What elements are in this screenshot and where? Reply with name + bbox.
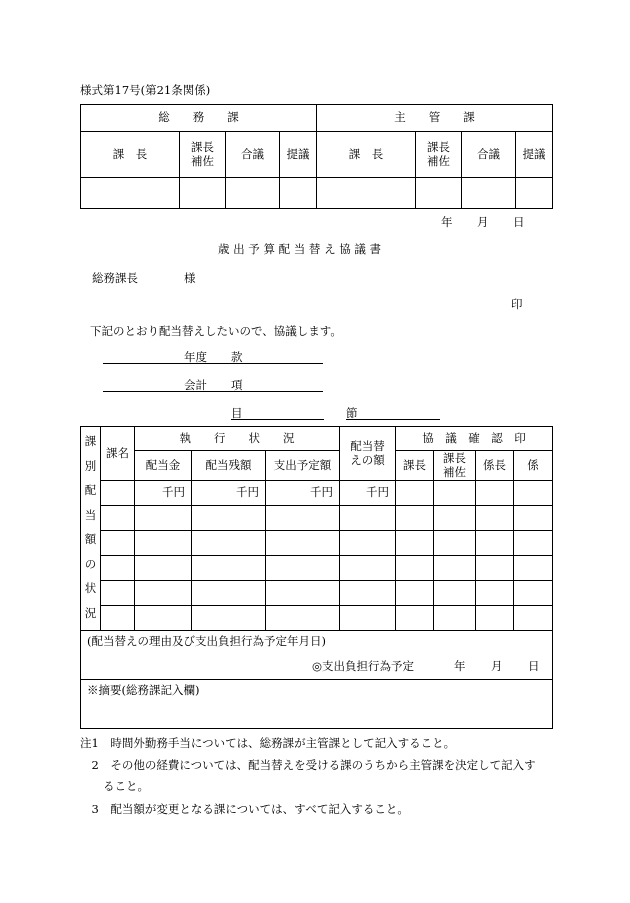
approval-col-hosa: 課長 補佐 bbox=[180, 132, 226, 178]
unit-haitoukin: 千円 bbox=[135, 481, 192, 506]
cell[interactable] bbox=[340, 531, 396, 556]
approval-col-teigi-2: 提議 bbox=[516, 132, 553, 178]
cell[interactable] bbox=[396, 556, 434, 581]
label-setsu: 節 bbox=[346, 406, 358, 420]
cell[interactable] bbox=[192, 506, 266, 531]
addressee-honorific: 様 bbox=[184, 271, 196, 285]
cell[interactable] bbox=[476, 606, 514, 631]
header-hosa: 課長 補佐 bbox=[434, 451, 476, 481]
expected-day: 日 bbox=[528, 659, 540, 673]
header-execution-status: 執 行 状 況 bbox=[135, 427, 340, 451]
header-consultation-seal: 協 議 確 認 印 bbox=[396, 427, 553, 451]
stamp-box[interactable] bbox=[180, 178, 226, 209]
header-shishutsu: 支出予定額 bbox=[266, 451, 340, 481]
cell[interactable] bbox=[434, 606, 476, 631]
cell[interactable] bbox=[101, 531, 135, 556]
cell[interactable] bbox=[514, 581, 553, 606]
expected-year: 年 bbox=[454, 659, 466, 673]
header-kakari: 係 bbox=[514, 451, 553, 481]
approval-col-aigi: 合議 bbox=[226, 132, 280, 178]
cell[interactable] bbox=[101, 556, 135, 581]
summary-label: ※摘要(総務課記入欄) bbox=[87, 683, 200, 697]
cell[interactable] bbox=[340, 506, 396, 531]
stamp-box[interactable] bbox=[462, 178, 516, 209]
cell[interactable] bbox=[434, 581, 476, 606]
table-row bbox=[81, 581, 553, 606]
allocation-table bbox=[80, 426, 553, 729]
form-number: 様式第17号(第21条関係) bbox=[80, 83, 211, 97]
cell[interactable] bbox=[135, 606, 192, 631]
cell[interactable] bbox=[101, 606, 135, 631]
cell[interactable] bbox=[135, 506, 192, 531]
date-month: 月 bbox=[477, 215, 489, 229]
cell-seal[interactable] bbox=[514, 481, 553, 506]
table-row bbox=[81, 606, 553, 631]
cell[interactable] bbox=[476, 556, 514, 581]
header-transfer-amount: 配当替 えの額 bbox=[340, 427, 396, 481]
budget-line-2[interactable] bbox=[103, 391, 323, 392]
note-1: 注1 時間外勤務手当については、総務課が主管課として記入すること。 bbox=[80, 736, 456, 750]
cell-seal[interactable] bbox=[476, 481, 514, 506]
cell[interactable] bbox=[514, 606, 553, 631]
note-3: 3 配当額が変更となる課については、すべて記入すること。 bbox=[80, 802, 409, 816]
cell[interactable] bbox=[476, 531, 514, 556]
addressee-name: 総務課長 bbox=[92, 271, 138, 285]
cell-seal[interactable] bbox=[434, 481, 476, 506]
cell[interactable] bbox=[396, 606, 434, 631]
cell[interactable] bbox=[266, 506, 340, 531]
stamp-box[interactable] bbox=[226, 178, 280, 209]
budget-line-moku[interactable] bbox=[231, 419, 324, 420]
note-2: 2 その他の経費については、配当替えを受ける課のうちから主管課を決定して記入す bbox=[80, 758, 536, 772]
expected-label: ◎支出負担行為予定 bbox=[312, 659, 415, 673]
cell[interactable] bbox=[192, 581, 266, 606]
table-row bbox=[81, 531, 553, 556]
cell[interactable] bbox=[266, 531, 340, 556]
intro-text: 下記のとおり配当替えしたいので、協議します。 bbox=[90, 324, 342, 338]
stamp-box[interactable] bbox=[416, 178, 462, 209]
label-moku: 目 bbox=[231, 406, 243, 420]
unit-zangaku: 千円 bbox=[192, 481, 266, 506]
approval-col-aigi-2: 合議 bbox=[462, 132, 516, 178]
cell[interactable] bbox=[434, 556, 476, 581]
cell-seal[interactable] bbox=[396, 481, 434, 506]
cell[interactable] bbox=[192, 531, 266, 556]
approval-table bbox=[80, 104, 553, 209]
cell[interactable] bbox=[396, 581, 434, 606]
cell[interactable] bbox=[135, 581, 192, 606]
expected-month: 月 bbox=[491, 659, 503, 673]
approval-col-hosa-2: 課長 補佐 bbox=[416, 132, 462, 178]
cell[interactable] bbox=[135, 531, 192, 556]
cell[interactable] bbox=[101, 506, 135, 531]
stamp-box[interactable] bbox=[317, 178, 416, 209]
header-kamei: 課名 bbox=[101, 427, 135, 481]
cell[interactable] bbox=[340, 606, 396, 631]
date-day: 日 bbox=[513, 215, 525, 229]
cell[interactable] bbox=[514, 556, 553, 581]
dept-general-affairs: 総 務 課 bbox=[81, 105, 317, 132]
label-kou: 項 bbox=[231, 378, 243, 392]
cell[interactable] bbox=[340, 581, 396, 606]
cell-kamei[interactable] bbox=[101, 481, 135, 506]
reason-label: (配当替えの理由及び支出負担行為予定年月日) bbox=[87, 634, 326, 648]
cell[interactable] bbox=[514, 506, 553, 531]
seal-mark: 印 bbox=[511, 297, 523, 311]
cell[interactable] bbox=[192, 556, 266, 581]
cell[interactable] bbox=[192, 606, 266, 631]
header-kakarichou: 係長 bbox=[476, 451, 514, 481]
stamp-box[interactable] bbox=[516, 178, 553, 209]
document-title: 歳 出 予 算 配 当 替 え 協 議 書 bbox=[218, 242, 382, 256]
unit-kaegaku: 千円 bbox=[340, 481, 396, 506]
label-kan: 款 bbox=[231, 350, 243, 364]
cell[interactable] bbox=[434, 531, 476, 556]
reason-box[interactable] bbox=[81, 631, 553, 680]
dept-responsible: 主 管 課 bbox=[317, 105, 553, 132]
note-2-cont: ること。 bbox=[80, 779, 149, 793]
approval-col-kachou: 課 長 bbox=[81, 132, 180, 178]
header-zangaku: 配当残額 bbox=[192, 451, 266, 481]
header-haitoukin: 配当金 bbox=[135, 451, 192, 481]
stamp-box[interactable] bbox=[280, 178, 317, 209]
table-row bbox=[81, 506, 553, 531]
cell[interactable] bbox=[396, 506, 434, 531]
cell[interactable] bbox=[266, 581, 340, 606]
cell[interactable] bbox=[476, 581, 514, 606]
stamp-box[interactable] bbox=[81, 178, 180, 209]
cell[interactable] bbox=[434, 506, 476, 531]
cell[interactable] bbox=[266, 556, 340, 581]
unit-shishutsu: 千円 bbox=[266, 481, 340, 506]
cell[interactable] bbox=[340, 556, 396, 581]
header-kachou: 課長 bbox=[396, 451, 434, 481]
date-year: 年 bbox=[441, 215, 453, 229]
table-row bbox=[81, 556, 553, 581]
side-label-vertical: 課 別 配 当 額 の 状 況 bbox=[81, 427, 101, 631]
budget-line-1[interactable] bbox=[103, 363, 323, 364]
approval-col-kachou-2: 課 長 bbox=[317, 132, 416, 178]
summary-box[interactable] bbox=[81, 680, 553, 729]
cell[interactable] bbox=[266, 606, 340, 631]
label-kaikei: 会計 bbox=[184, 378, 207, 392]
cell[interactable] bbox=[476, 506, 514, 531]
cell[interactable] bbox=[135, 556, 192, 581]
table-row bbox=[81, 481, 553, 506]
cell[interactable] bbox=[396, 531, 434, 556]
cell[interactable] bbox=[101, 581, 135, 606]
budget-line-setsu[interactable] bbox=[346, 419, 440, 420]
label-nendo: 年度 bbox=[184, 350, 207, 364]
cell[interactable] bbox=[514, 531, 553, 556]
approval-col-teigi: 提議 bbox=[280, 132, 317, 178]
